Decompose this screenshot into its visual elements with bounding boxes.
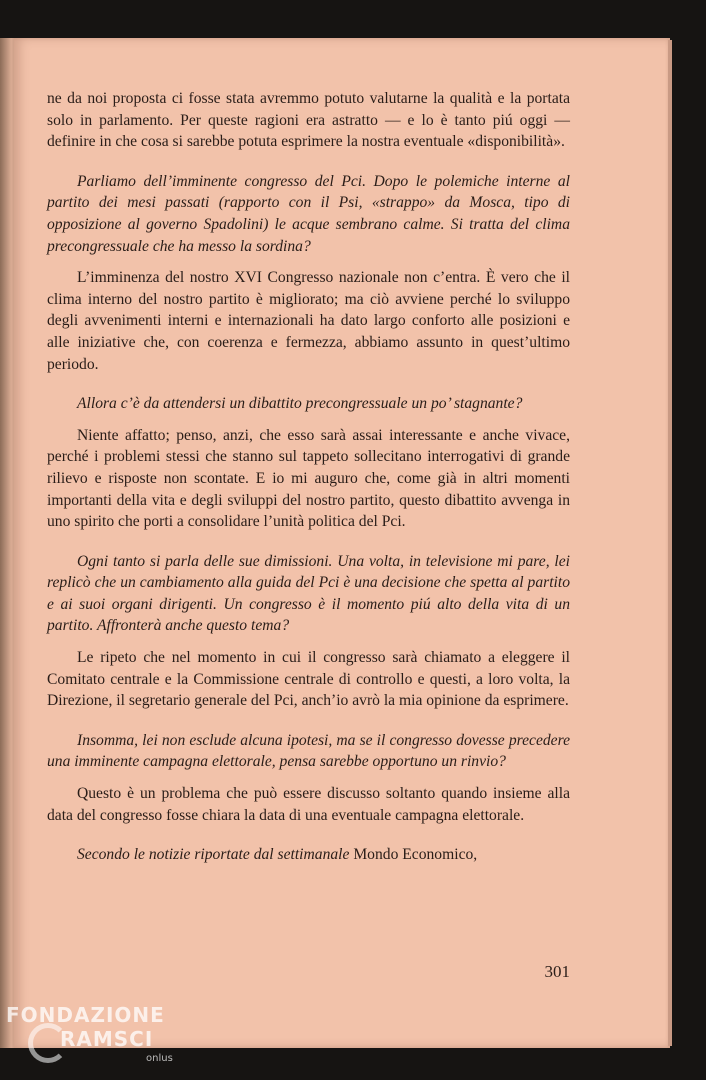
question-5-italic: Secondo le notizie riportate dal settimanale [77,846,350,864]
page-number: 301 [544,962,570,981]
question-4: Insomma, lei non esclude alcuna ipotesi, ma se il congresso dovesse precedere una imminente campagna elettorale, pensa sarebbe opportuno un rinvio? [47,731,570,771]
watermark-line-2: RAMSCI [60,1027,154,1051]
answer-4: Questo è un problema che può essere discusso soltanto quando insieme alla data del congresso fosse chiara la data di una eventuale campagna elettorale. [47,785,570,824]
paragraph-1: ne da noi proposta ci fosse stata avremmo potuto valutarne la qualità e la portata solo in parlamento. Per queste ragioni era astratto — e lo è tanto piú oggi — definire in che cosa si sarebbe potuta esprimere la nostra eventuale «disponibilità». [47,90,570,151]
magazine-title: Mondo Economico, [349,846,478,864]
page-text [47,88,570,866]
question-2: Allora c’è da attendersi un dibattito precongressuale un po’ stagnante? [77,395,523,413]
answer-2: Niente affatto; penso, anzi, che esso sarà assai interessante e anche vivace, perché i problemi stessi che stanno sul tappeto sollecitano interrogativi di grande rilievo e risposte non scontate. E io mi auguro che, come già in altri momenti importanti della vita e degli sviluppi del nostro partito, questo dibattito avvenga in uno spirito che porti a consolidare l’unità politica del Pci. [47,426,570,531]
question-5 [47,844,570,866]
watermark-line-1: FONDAZIONE [6,1003,165,1027]
watermark-line-3: onlus [146,1053,173,1064]
page-edge [668,40,672,1046]
answer-1: L’imminenza del nostro XVI Congresso nazionale non c’entra. È vero che il clima interno del nostro partito è migliorato; ma ciò avviene perché lo sviluppo degli avvenimenti interni e internazionali ha dato largo conforto alle posizioni e alle iniziative che, con coerenza e fermezza, abbiamo assunto in quest’ultimo periodo. [47,269,570,373]
question-1: Parliamo dell’imminente congresso del Pci. Dopo le polemiche interne al partito dei mesi passati (rapporto con il Psi, «strappo» da Mosca, tipo di opposizione al governo Spadolini) le acque sembrano calme. Si tratta del clima precongressuale che ha messo la sordina? [47,172,570,255]
watermark-logo [6,1003,186,1078]
answer-3: Le ripeto che nel momento in cui il congresso sarà chiamato a eleggere il Comitato centrale e la Commissione centrale di controllo e questi, a loro volta, la Direzione, il segretario generale del Pci, anch’io avrò la mia opinione da esprimere. [47,649,570,710]
question-3: Ogni tanto si parla delle sue dimissioni. Una volta, in televisione mi pare, lei replicò che un cambiamento alla guida del Pci è una decisione che spetta al partito e ai suoi organi dirigenti. Un congresso è il momento piú alto della vita di un partito. Affronterà anche questo tema? [47,552,570,635]
